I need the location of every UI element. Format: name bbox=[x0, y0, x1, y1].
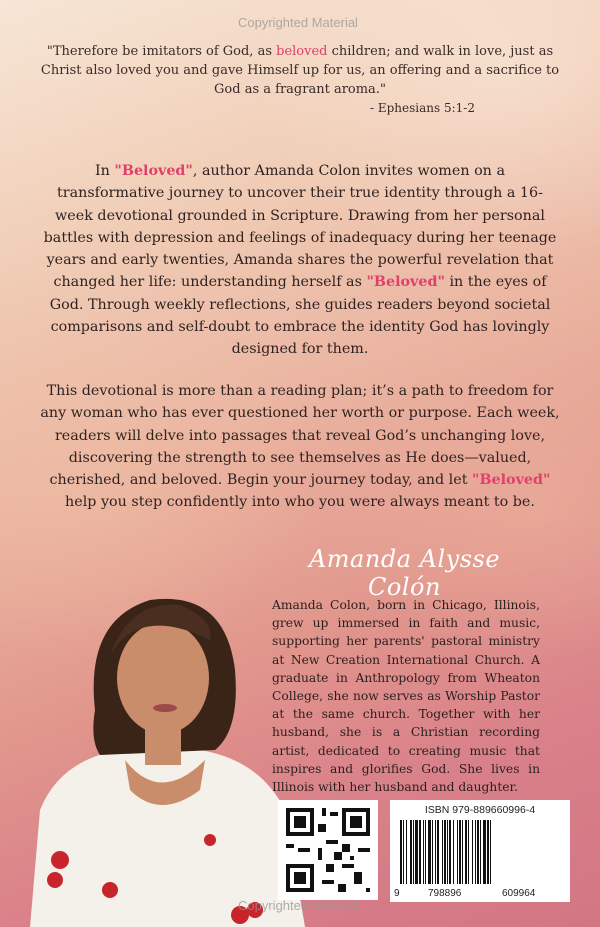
barcode-bar bbox=[459, 820, 461, 884]
barcode-bar bbox=[419, 820, 421, 884]
blurb-text: This devotional is more than a reading plan; it’s a path to freedom for any woman who has ever questioned her worth or purpose. Each week, readers will delve into passages that reveal God’s unchanging love, discovering the strength to see themselves as He does—valued, cherished, and beloved. Begin your journey today, and let bbox=[40, 383, 560, 489]
barcode-bar bbox=[400, 820, 402, 884]
barcode-bar bbox=[442, 820, 443, 884]
barcode-bar bbox=[423, 820, 424, 884]
barcode-bar bbox=[410, 820, 412, 884]
barcode-bar bbox=[428, 820, 431, 884]
watermark-top: Copyrighted Material bbox=[238, 15, 358, 30]
epigraph-highlight: beloved bbox=[276, 44, 328, 59]
barcode-bar bbox=[435, 820, 436, 884]
title-highlight: "Beloved" bbox=[472, 472, 551, 489]
barcode-digits-left: 798896 bbox=[428, 888, 462, 899]
barcode-bar bbox=[480, 820, 481, 884]
barcode-bar bbox=[472, 820, 473, 884]
blurb-text: help you step confidently into who you were always meant to be. bbox=[65, 494, 535, 511]
author-signature: Amanda Alysse Colón bbox=[308, 545, 501, 601]
barcode-bar bbox=[406, 820, 407, 884]
blurb-paragraph-2 bbox=[40, 380, 560, 514]
blurb-paragraph-1 bbox=[40, 160, 560, 361]
barcode-bar bbox=[449, 820, 451, 884]
barcode-bar bbox=[447, 820, 448, 884]
epigraph-line1-start: "Therefore be imitators of God, as bbox=[46, 44, 277, 59]
barcode-bar bbox=[475, 820, 476, 884]
title-highlight: "Beloved" bbox=[114, 163, 193, 179]
isbn-label: ISBN 979-889660996-4 bbox=[424, 804, 536, 816]
title-highlight: "Beloved" bbox=[366, 274, 445, 291]
barcode-bar bbox=[413, 820, 414, 884]
watermark-bottom: Copyrighted Material bbox=[238, 898, 358, 913]
barcode-bar bbox=[490, 820, 491, 884]
epigraph-line3: God as a fragrant aroma." bbox=[214, 82, 386, 97]
epigraph bbox=[40, 42, 560, 118]
blurb-text: in the eyes of God. Through weekly reflections, she guides readers beyond societal comparisons and self-doubt to embrace the identity God has lovingly designed for them. bbox=[49, 274, 551, 358]
barcode-bar bbox=[462, 820, 463, 884]
qr-code[interactable] bbox=[278, 800, 378, 900]
barcode-bar bbox=[415, 820, 418, 884]
barcode-bar bbox=[465, 820, 467, 884]
barcode-bar bbox=[487, 820, 489, 884]
epigraph-line2: Christ also loved you and gave Himself up for us, an offering and a sacrifice to bbox=[40, 63, 560, 78]
barcode-bar bbox=[444, 820, 446, 884]
barcode-bar bbox=[437, 820, 439, 884]
barcode-bar bbox=[477, 820, 479, 884]
epigraph-reference: - Ephesians 5:1-2 bbox=[370, 101, 475, 115]
epigraph-line1-end: children; and walk in love, just as bbox=[327, 44, 554, 59]
barcode-bar bbox=[403, 820, 404, 884]
barcode-bar bbox=[425, 820, 426, 884]
barcode-digit-lead: 9 bbox=[394, 888, 400, 899]
author-photo bbox=[0, 560, 310, 927]
barcode-bar bbox=[468, 820, 469, 884]
barcode-box bbox=[390, 800, 570, 902]
barcode-bar bbox=[457, 820, 458, 884]
blurb-text: In bbox=[95, 163, 115, 179]
author-bio: Amanda Colon, born in Chicago, Illinois, grew up immersed in faith and music, supporting her parents' pastoral ministry at New Creation International Church. A graduate in Anthropology from Wheaton College, she now serves as Worship Pastor at the same church. Together with her husband, she is a Christian recording artist, dedicated to creating music that inspires and glorifies God. She lives in Illinois with her husband and daughter. bbox=[272, 598, 540, 795]
barcode-bar bbox=[432, 820, 433, 884]
barcode-bars bbox=[400, 820, 560, 886]
blurb-text: , author Amanda Colon invites women on a transformative journey to uncover their true identity through a 16-week devotional grounded in Scripture. Drawing from her personal battles with depression and feelings of inadequacy during her teenage years and early twenties, Amanda shares the powerful revelation that changed her life: understanding herself as bbox=[43, 163, 557, 291]
barcode-bar bbox=[483, 820, 486, 884]
barcode-digits-right: 609964 bbox=[502, 888, 536, 899]
barcode-bar bbox=[453, 820, 454, 884]
